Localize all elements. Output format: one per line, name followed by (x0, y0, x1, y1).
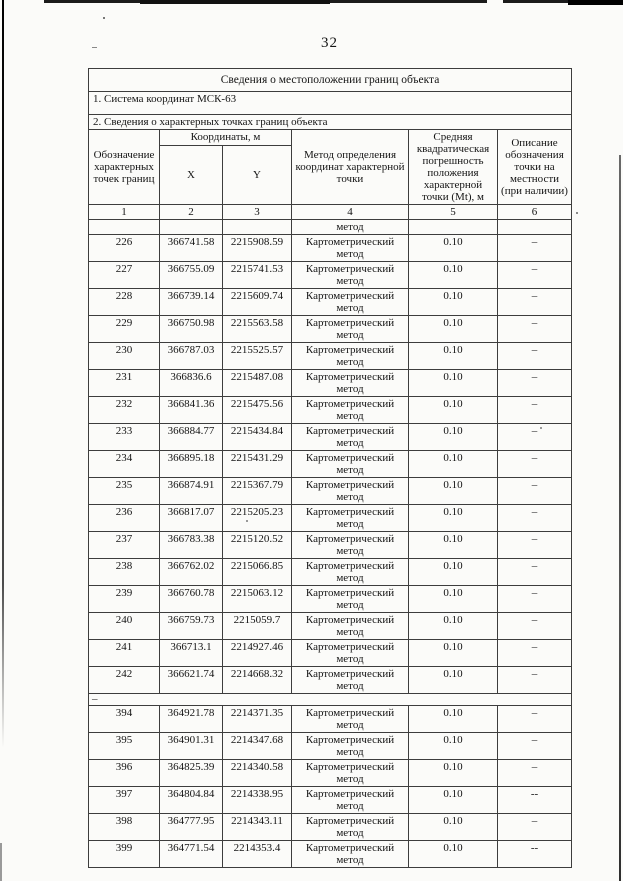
method-cell: Картометрический метод (292, 478, 409, 505)
point-number-cell: 226 (89, 235, 160, 262)
point-number-cell: 396 (89, 760, 160, 787)
point-number-cell: 394 (89, 706, 160, 733)
table-row (89, 262, 572, 289)
coordinate-x-cell: 366755.09 (160, 262, 223, 289)
mt-error-cell: 0.10 (409, 760, 498, 787)
coordinate-y-cell: 2215063.12 (223, 586, 292, 613)
table-row (89, 343, 572, 370)
page-number: 32 (321, 35, 338, 51)
mt-error-cell: 0.10 (409, 262, 498, 289)
table-row (89, 289, 572, 316)
table-row (89, 316, 572, 343)
coordinate-y-cell: 2215066.85 (223, 559, 292, 586)
table-row (89, 424, 572, 451)
coordinate-y-cell: 2215431.29 (223, 451, 292, 478)
coordinate-x-cell: 366713.1 (160, 640, 223, 667)
method-cell: Картометрический метод (292, 586, 409, 613)
coordinate-x-cell: 364921.78 (160, 706, 223, 733)
separator-section (89, 694, 572, 706)
description-mark-cell: – (498, 235, 572, 262)
scan-artifact-top-edge (487, 0, 503, 5)
mt-error-cell: 0.10 (409, 343, 498, 370)
coordinate-x-cell: 366895.18 (160, 451, 223, 478)
mt-error-cell: 0.10 (409, 586, 498, 613)
method-cell: Картометрический метод (292, 451, 409, 478)
carryover-row (89, 220, 572, 235)
method-cell: Картометрический метод (292, 289, 409, 316)
table-title-row (89, 69, 572, 92)
coordinate-x-cell: 366762.02 (160, 559, 223, 586)
separator-dash: – (89, 694, 572, 706)
table-row (89, 451, 572, 478)
table-row (89, 532, 572, 559)
point-number-cell: 395 (89, 733, 160, 760)
table-row (89, 613, 572, 640)
method-cell: Картометрический метод (292, 760, 409, 787)
point-number-cell: 238 (89, 559, 160, 586)
column-number-6: 6 (498, 205, 572, 220)
method-cell: Картометрический метод (292, 505, 409, 532)
carryover-method-cell: метод (292, 220, 409, 235)
mt-error-cell: 0.10 (409, 559, 498, 586)
scan-artifact-top-edge (568, 0, 623, 5)
point-number-cell: 235 (89, 478, 160, 505)
mt-error-cell: 0.10 (409, 613, 498, 640)
empty-cell (498, 220, 572, 235)
coordinate-x-cell: 366783.38 (160, 532, 223, 559)
column-headers-row (89, 130, 572, 146)
method-cell: Картометрический метод (292, 667, 409, 694)
coordinate-y-cell: 2214371.35 (223, 706, 292, 733)
separator-row (89, 694, 572, 706)
point-number-cell: 241 (89, 640, 160, 667)
scan-artifact-left-edge (2, 0, 4, 748)
coordinate-x-cell: 366741.58 (160, 235, 223, 262)
mt-error-cell: 0.10 (409, 841, 498, 868)
table-row (89, 787, 572, 814)
method-cell: Картометрический метод (292, 532, 409, 559)
coordinate-x-cell: 364804.84 (160, 787, 223, 814)
table-row (89, 370, 572, 397)
point-number-cell: 236 (89, 505, 160, 532)
header-method: Метод определения координат характерной точки (292, 130, 409, 205)
coordinate-y-cell: 2215434.84 (223, 424, 292, 451)
coordinate-y-cell: 2215487.08 (223, 370, 292, 397)
coordinate-y-cell: 2214668.32 (223, 667, 292, 694)
point-number-cell: 242 (89, 667, 160, 694)
method-cell: Картометрический метод (292, 397, 409, 424)
table-row (89, 586, 572, 613)
point-number-cell: 231 (89, 370, 160, 397)
description-mark-cell: – (498, 343, 572, 370)
column-number-1: 1 (89, 205, 160, 220)
table-row (89, 841, 572, 868)
coordinate-x-cell: 366884.77 (160, 424, 223, 451)
coordinate-system-row (89, 92, 572, 115)
coordinate-y-cell: 2215367.79 (223, 478, 292, 505)
mt-error-cell: 0.10 (409, 478, 498, 505)
table-row (89, 667, 572, 694)
scan-speck (103, 17, 105, 19)
coordinate-y-cell: 2214338.95 (223, 787, 292, 814)
description-mark-cell: – (498, 814, 572, 841)
mt-error-cell: 0.10 (409, 397, 498, 424)
coordinate-y-cell: 2215563.58 (223, 316, 292, 343)
coordinate-x-cell: 366760.78 (160, 586, 223, 613)
description-mark-cell: – (498, 289, 572, 316)
method-cell: Картометрический метод (292, 706, 409, 733)
coordinate-x-cell: 366787.03 (160, 343, 223, 370)
empty-cell (89, 220, 160, 235)
coordinate-x-cell: 366817.07 (160, 505, 223, 532)
description-mark-cell: – (498, 613, 572, 640)
column-number-2: 2 (160, 205, 223, 220)
description-mark-cell: – (498, 706, 572, 733)
table-title: Сведения о местоположении границ объекта (89, 69, 572, 92)
method-cell: Картометрический метод (292, 814, 409, 841)
scan-artifact-top-edge (140, 0, 330, 4)
mt-error-cell: 0.10 (409, 235, 498, 262)
coordinate-y-cell: 2215120.52 (223, 532, 292, 559)
description-mark-cell: – (498, 532, 572, 559)
coordinate-y-cell: 2214347.68 (223, 733, 292, 760)
coordinate-x-cell: 364771.54 (160, 841, 223, 868)
header-coordinates-group: Координаты, м (160, 130, 292, 146)
table-row (89, 814, 572, 841)
coordinate-y-cell: 2214340.58 (223, 760, 292, 787)
description-mark-cell: – (498, 559, 572, 586)
mt-error-cell: 0.10 (409, 451, 498, 478)
point-number-cell: 239 (89, 586, 160, 613)
point-number-cell: 240 (89, 613, 160, 640)
empty-cell (409, 220, 498, 235)
mt-error-cell: 0.10 (409, 787, 498, 814)
coordinate-x-cell: 364825.39 (160, 760, 223, 787)
point-number-cell: 398 (89, 814, 160, 841)
point-number-cell: 228 (89, 289, 160, 316)
coordinate-x-cell: 366836.6 (160, 370, 223, 397)
mt-error-cell: 0.10 (409, 733, 498, 760)
method-cell: Картометрический метод (292, 316, 409, 343)
point-number-cell: 237 (89, 532, 160, 559)
section2-label: 2. Сведения о характерных точках границ объекта (89, 115, 572, 130)
description-mark-cell: – (498, 451, 572, 478)
method-cell: Картометрический метод (292, 262, 409, 289)
header-x: X (160, 145, 223, 204)
method-cell: Картометрический метод (292, 343, 409, 370)
coordinate-y-cell: 2215525.57 (223, 343, 292, 370)
description-mark-cell: – (498, 586, 572, 613)
column-numbers-row (89, 205, 572, 220)
point-number-cell: 399 (89, 841, 160, 868)
description-mark-cell: – (498, 733, 572, 760)
mt-error-cell: 0.10 (409, 667, 498, 694)
method-cell: Картометрический метод (292, 235, 409, 262)
method-cell: Картометрический метод (292, 787, 409, 814)
coordinate-system-label: 1. Система координат МСК-63 (89, 92, 572, 115)
method-cell: Картометрический метод (292, 640, 409, 667)
section2-row (89, 115, 572, 130)
point-number-cell: 230 (89, 343, 160, 370)
method-cell: Картометрический метод (292, 424, 409, 451)
point-number-cell: 232 (89, 397, 160, 424)
mt-error-cell: 0.10 (409, 532, 498, 559)
point-number-cell: 227 (89, 262, 160, 289)
column-number-4: 4 (292, 205, 409, 220)
mt-error-cell: 0.10 (409, 814, 498, 841)
mt-error-cell: 0.10 (409, 289, 498, 316)
points-394-399-section (89, 706, 572, 868)
description-mark-cell: – (498, 760, 572, 787)
table-row (89, 733, 572, 760)
table-row (89, 760, 572, 787)
point-number-cell: 397 (89, 787, 160, 814)
coordinate-y-cell: 2215059.7 (223, 613, 292, 640)
coordinate-y-cell: 2215908.59 (223, 235, 292, 262)
coordinate-x-cell: 366739.14 (160, 289, 223, 316)
table-header-section (89, 69, 572, 235)
table-row (89, 397, 572, 424)
header-description: Описание обозначения точки на местности (при наличии) (498, 130, 572, 205)
table-row (89, 505, 572, 532)
mt-error-cell: 0.10 (409, 706, 498, 733)
boundary-points-table (88, 68, 572, 868)
coordinate-y-cell: 2215475.56 (223, 397, 292, 424)
mt-error-cell: 0.10 (409, 370, 498, 397)
method-cell: Картометрический метод (292, 733, 409, 760)
point-number-cell: 229 (89, 316, 160, 343)
column-number-3: 3 (223, 205, 292, 220)
description-mark-cell: – (498, 505, 572, 532)
header-error: Средняя квадратическая погрешность положения характерной точки (Мt), м (409, 130, 498, 205)
description-mark-cell: -- (498, 787, 572, 814)
method-cell: Картометрический метод (292, 841, 409, 868)
mt-error-cell: 0.10 (409, 316, 498, 343)
description-mark-cell: – (498, 424, 572, 451)
description-mark-cell: -- (498, 841, 572, 868)
header-y: Y (223, 145, 292, 204)
description-mark-cell: – (498, 262, 572, 289)
scan-artifact-right-edge (619, 155, 621, 881)
table-row (89, 478, 572, 505)
scan-artifact-left-edge (0, 843, 2, 881)
mt-error-cell: 0.10 (409, 640, 498, 667)
coordinate-y-cell: 2214353.4 (223, 841, 292, 868)
points-226-242-section (89, 235, 572, 694)
description-mark-cell: – (498, 397, 572, 424)
mt-error-cell: 0.10 (409, 505, 498, 532)
description-mark-cell: – (498, 316, 572, 343)
coordinate-x-cell: 366841.36 (160, 397, 223, 424)
description-mark-cell: – (498, 640, 572, 667)
coordinate-y-cell: 2215741.53 (223, 262, 292, 289)
point-number-cell: 234 (89, 451, 160, 478)
table-row (89, 640, 572, 667)
method-cell: Картометрический метод (292, 613, 409, 640)
point-number-cell: 233 (89, 424, 160, 451)
method-cell: Картометрический метод (292, 370, 409, 397)
mt-error-cell: 0.10 (409, 424, 498, 451)
table-row (89, 706, 572, 733)
description-mark-cell: – (498, 667, 572, 694)
scan-speck (576, 212, 578, 214)
coordinate-x-cell: 366759.73 (160, 613, 223, 640)
table-row (89, 235, 572, 262)
coordinate-y-cell: 2215609.74 (223, 289, 292, 316)
coordinate-x-cell: 364901.31 (160, 733, 223, 760)
coordinate-y-cell: 2215205.23 (223, 505, 292, 532)
header-designation: Обозначение характерных точек границ (89, 130, 160, 205)
method-cell: Картометрический метод (292, 559, 409, 586)
boundary-points-table (88, 68, 572, 868)
coordinate-y-cell: 2214343.11 (223, 814, 292, 841)
coordinate-y-cell: 2214927.46 (223, 640, 292, 667)
description-mark-cell: – (498, 478, 572, 505)
empty-cell (223, 220, 292, 235)
coordinate-x-cell: 366750.98 (160, 316, 223, 343)
coordinate-x-cell: 366621.74 (160, 667, 223, 694)
empty-cell (160, 220, 223, 235)
column-number-5: 5 (409, 205, 498, 220)
description-mark-cell: – (498, 370, 572, 397)
table-row (89, 559, 572, 586)
coordinate-x-cell: 364777.95 (160, 814, 223, 841)
scan-artifact-top-edge (44, 0, 623, 3)
coordinate-x-cell: 366874.91 (160, 478, 223, 505)
